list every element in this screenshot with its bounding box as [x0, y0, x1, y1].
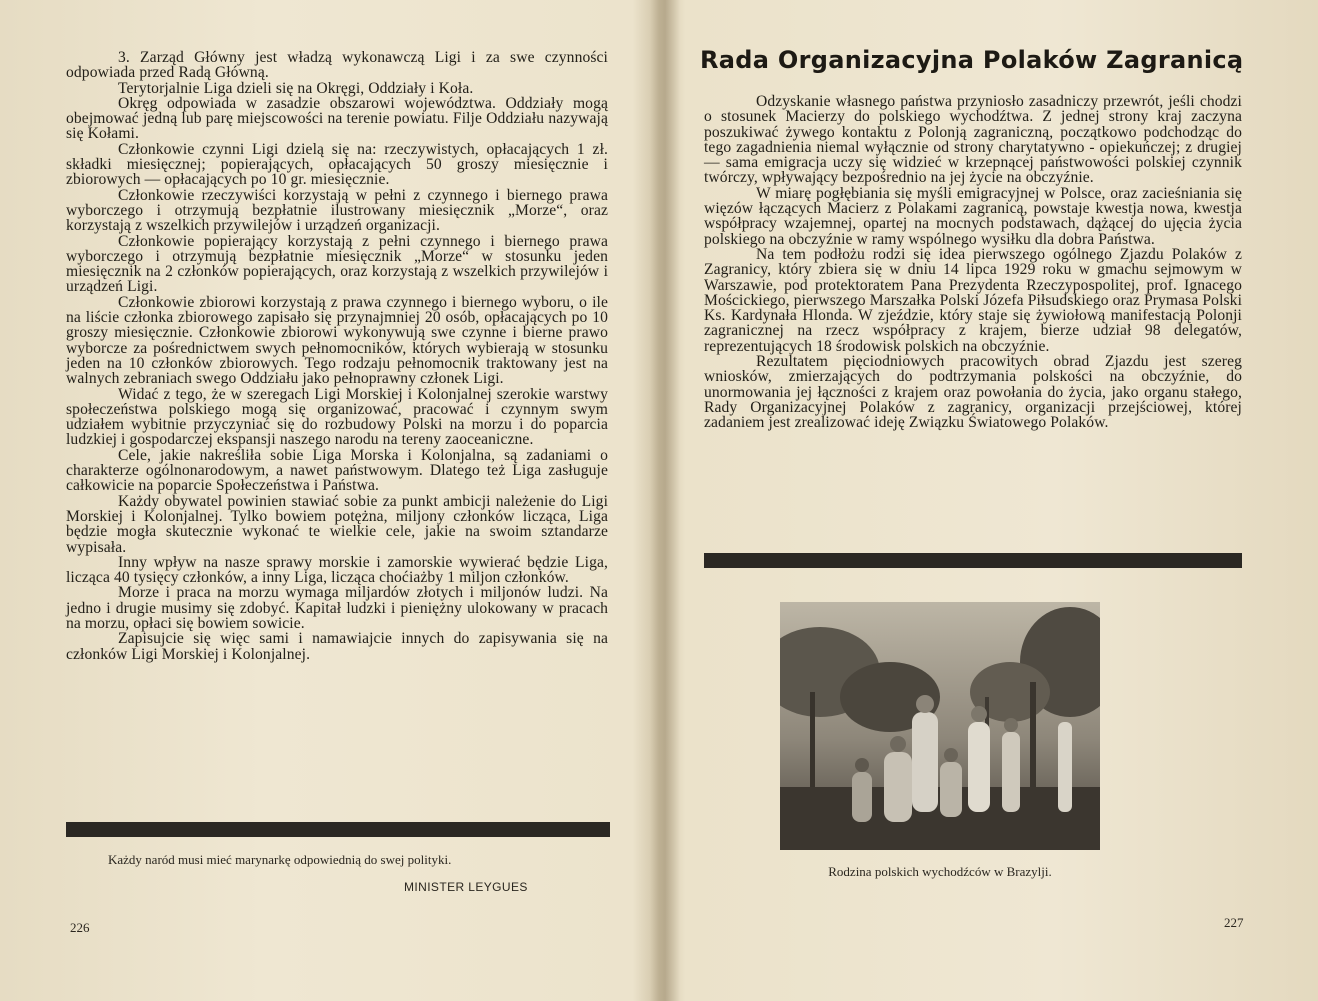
photo-caption: Rodzina polskich wychodźców w Brazylji. — [828, 864, 1052, 879]
left-paragraph: Terytorjalnie Liga dzieli się na Okręgi, Oddziały i Koła. — [118, 79, 474, 97]
left-page-number: 226 — [70, 920, 90, 935]
left-paragraph: Morze i praca na morzu wymaga miljardów złotych i miljonów ludzi. Na jedno i drugie musimy się zdobyć. Kapitał ludzki i pieniężny ulokowany w pracach na morzu, opłaci się bowiem sowicie. — [66, 584, 608, 632]
left-paragraph: Członkowie rzeczywiści korzystają w pełni z czynnego i biernego prawa wyborczego i otrzymują bezpłatnie ilustrowany miesięcznik „Morze“, oraz korzystają z wszelkich przywilejów i urządzeń organizacji. — [66, 186, 608, 235]
left-paragraph: Widać z tego, że w szeregach Ligi Morskiej i Kolonjalnej szerokie warstwy społeczeństwa polskiego mogą się organizować, pracować i czynnym swym udziałem wybitnie przyczyniać się do rozbudowy Polski na morzu i do poparcia ludzkiej i gospodarczej ekspansji naszego narodu na tereny zaoceaniczne. — [66, 385, 608, 449]
right-paragraph: Rezultatem pięciodniowych pracowitych obrad Zjazdu jest szereg wniosków, zmierzających do podtrzymania polskości na obczyźnie, do unormowania jej łączności z krajem oraz powołania do życia, jako organu stałego, Rady Organizacyjnej Polaków z zagranicy, organizacji przejściowej, której zadaniem jest zrealizować ideję Związku Światowego Polaków. — [704, 353, 1242, 432]
left-divider-bar — [66, 822, 610, 837]
right-page — [660, 0, 1318, 1001]
page-quote: Każdy naród musi mieć marynarkę odpowiednią do swej polityki. — [108, 852, 452, 867]
left-paragraph: Członkowie popierający korzystają z pełni czynnego i biernego prawa wyborczego i otrzymują bezpłatnie miesięcznik „Morze“ w stosunku jeden miesięcznik na 2 członków popierających, oraz korzystają z wszelkich przywilejów i urządzeń Ligi. — [66, 232, 608, 296]
left-paragraph: Zapisujcie się więc sami i namawiajcie innych do zapisywania się na członków Ligi Morskiej i Kolonjalnej. — [66, 630, 608, 663]
right-paragraph: Odzyskanie własnego państwa przyniosło zasadniczy przewrót, jeśli chodzi o stosunek Macierzy do polskiego wychodźtwa. Z jednej strony kraj zaczyna poszukiwać żywego kontaktu z Polonją zagraniczną, początkowo podchodząc do tego zagadnienia niemal wyłącznie od strony charytatywno - opiekuńczej; z drugiej — sama emigracja uczy się widzieć w krzepnącej państwowości polskiej czynnik twórczy, wpływający bezpośrednio na jej życie na obczyźnie. — [704, 93, 1242, 187]
left-paragraph: Okręg odpowiada w zasadzie obszarowi województwa. Oddziały mogą obejmować jedną lub parę miejscowości na terenie powiatu. Filje Oddziału nazywają się Kołami. — [66, 94, 608, 143]
right-page-number: 227 — [1224, 915, 1244, 930]
left-paragraph: Cele, jakie nakreśliła sobie Liga Morska i Kolonjalna, są zadaniami o charakterze ogólnonarodowym, a nawet państwowym. Dlatego też Liga zasługuje całkowicie na poparcie Społeczeństwa i Państwa. — [66, 446, 608, 495]
left-paragraph: Członkowie zbiorowi korzystają z prawa czynnego i biernego wyboru, o ile na liście członka zbiorowego zapisało się przynajmniej 20 osób, opłacających po 10 groszy miesięcznie. Członkowie zbiorowi wykonywują swe czynne i bierne prawo wyborcze za pośrednictwem swych pełnomocników, których wybierają w stosunku jeden na 10 członków zbiorowych. Tego rodzaju pełnomocnik traktowany jest na walnych zebraniach swego Oddziału jako pełnoprawny członek Ligi. — [66, 293, 608, 388]
right-text-column — [704, 94, 1242, 431]
section-heading: Rada Organizacyjna Polaków Zagranicą — [700, 46, 1244, 74]
right-divider-bar — [704, 553, 1242, 568]
left-paragraph: Inny wpływ na nasze sprawy morskie i zamorskie wywierać będzie Liga, licząca 40 tysięcy członków, a inny Liga, licząca choćiażby 1 miljon członków. — [66, 553, 608, 587]
quote-author: MINISTER LEYGUES — [404, 880, 528, 894]
emigrant-family-photo — [780, 602, 1100, 850]
left-text-column — [66, 50, 608, 662]
right-paragraph: W miarę pogłębiania się myśli emigracyjnej w Polsce, oraz zacieśniania się więzów łączących Macierz z Polakami zagranicą, powstaje kwestja nowa, kwestja współpracy wzajemnej, opartej na mocnych podstawach, dążącej do ujęcia życia polskiego na obczyźnie w ramy wspólnego wysiłku dla dobra Państwa. — [704, 184, 1242, 248]
right-paragraph: Na tem podłożu rodzi się idea pierwszego ogólnego Zjazdu Polaków z Zagranicy, który zbiera się w dniu 14 lipca 1929 roku w gmachu sejmowym w Warszawie, pod protektoratem Pana Prezydenta Rzeczypospolitej, prof. Ignacego Mościckiego, pierwszego Marszałka Polski Józefa Piłsudskiego oraz Prymasa Polski Ks. Kardynała Hlonda. W zjeździe, który staje się żywiołową manifestacją Polonji zagranicznej na rzecz współpracy z krajem, bierze udział 98 delegatów, reprezentujących 18 środowisk polskich na obczyźnie. — [704, 245, 1242, 355]
left-paragraph: Członkowie czynni Ligi dzielą się na: rzeczywistych, opłacających 1 zł. składki miesięcznej; popierających, opłacających 50 groszy miesięcznie i zbiorowych — opłacających po 10 gr. miesięcznie. — [66, 140, 608, 189]
left-paragraph: 3. Zarząd Główny jest władzą wykonawczą Ligi i za swe czynności odpowiada przed Radą Główną. — [66, 49, 608, 82]
left-paragraph: Każdy obywatel powinien stawiać sobie za punkt ambicji należenie do Ligi Morskiej i Kolonjalnej. Tylko bowiem potężna, miljony członków licząca, Liga będzie mogła skutecznie wykonać te wielkie cele, jakie na swoim sztandarze wypisała. — [66, 492, 608, 556]
